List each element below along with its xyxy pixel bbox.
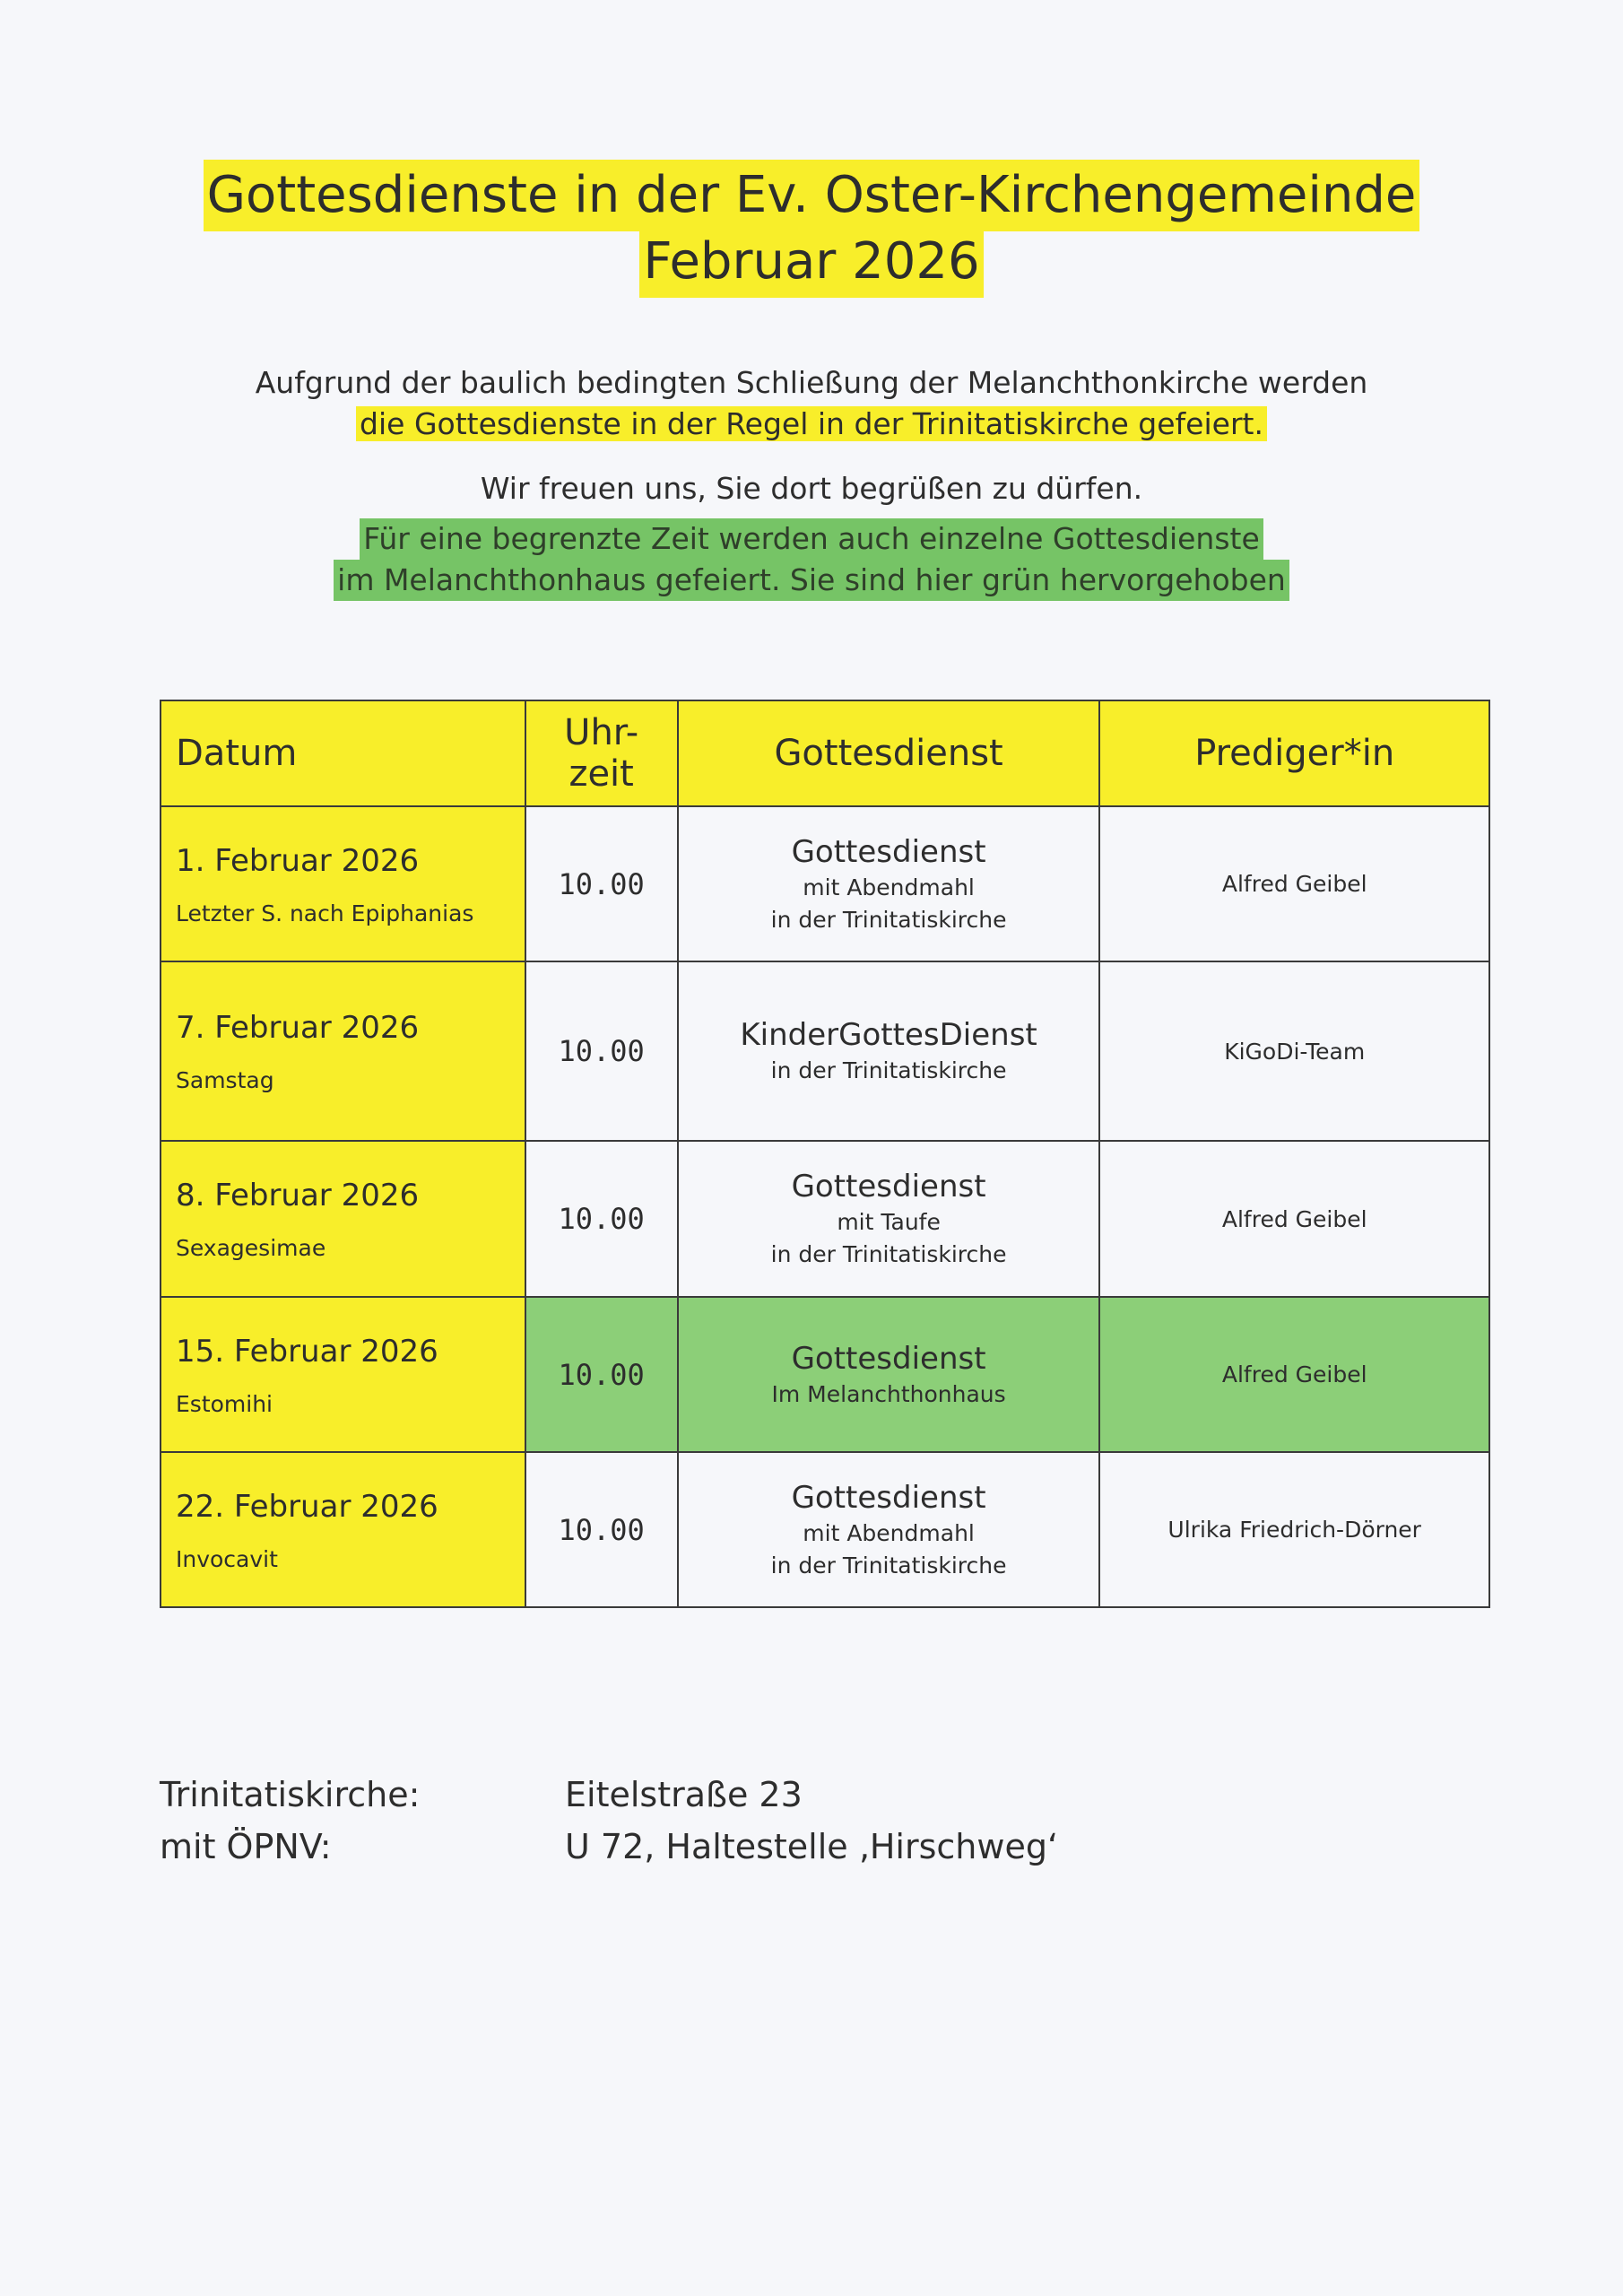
header-time-line1: Uhr- [564,712,639,753]
service-title: Gottesdienst [791,1340,986,1377]
table-row [161,1452,1489,1607]
intro-line3: Wir freuen uns, Sie dort begrüßen zu dürfen. [480,471,1143,506]
time: 10.00 [525,1452,678,1607]
date: 7. Februar 2026 [176,1010,420,1046]
church-label: Trinitatiskirche: [160,1775,421,1814]
date: 15. Februar 2026 [176,1333,438,1370]
date-cell [161,806,525,961]
date-cell [161,1297,525,1452]
table-header-row [161,700,1489,806]
page-title-line1: Gottesdienste in der Ev. Oster-Kirchengemeinde [204,160,1420,231]
date: 8. Februar 2026 [176,1178,420,1213]
time: 10.00 [525,961,678,1141]
church-address: Eitelstraße 23 [565,1775,803,1814]
service-detail: mit Abendmahl [803,874,975,900]
header-date [161,700,525,806]
liturgical-day: Estomihi [176,1390,273,1417]
intro-line1: Aufgrund der baulich bedingten Schließung der Melanchthonkirche werden [255,365,1368,400]
intro-block [0,362,1623,601]
service-detail: mit Abendmahl [803,1519,975,1546]
service-detail: mit Taufe [837,1209,941,1235]
date-cell [161,1141,525,1297]
time: 10.00 [525,1141,678,1297]
header-time [525,700,678,806]
table-row [161,1141,1489,1297]
service-cell [678,1452,1100,1607]
footer-info [160,1769,1325,1873]
preacher: KiGoDi-Team [1099,961,1489,1141]
service-cell [678,1141,1100,1297]
preacher: Alfred Geibel [1099,1297,1489,1452]
liturgical-day: Letzter S. nach Epiphanias [176,900,474,926]
title-block [0,160,1623,298]
transit-directions: U 72, Haltestelle ‚Hirschweg‘ [565,1827,1059,1866]
page-title-line2: Februar 2026 [639,226,983,298]
header-service [678,700,1100,806]
header-preacher [1099,700,1489,806]
liturgical-day: Samstag [176,1067,274,1093]
service-cell [678,1297,1100,1452]
liturgical-day: Invocavit [176,1545,278,1572]
service-cell [678,961,1100,1141]
header-time-line2: zeit [568,753,634,795]
preacher: Ulrika Friedrich-Dörner [1099,1452,1489,1607]
time: 10.00 [525,1297,678,1452]
service-schedule-table [160,700,1490,1608]
service-location: in der Trinitatiskirche [770,1057,1007,1083]
table-row-melanchthonhaus [161,1297,1489,1452]
preacher: Alfred Geibel [1099,806,1489,961]
date-cell [161,961,525,1141]
service-title: Gottesdienst [791,1479,986,1516]
liturgical-day: Sexagesimae [176,1235,326,1261]
service-location: in der Trinitatiskirche [770,906,1007,933]
service-title: KinderGottesDienst [740,1017,1037,1053]
date: 22. Februar 2026 [176,1488,438,1525]
time: 10.00 [525,806,678,961]
intro-line2-highlighted: die Gottesdienste in der Regel in der Trinitatiskirche gefeiert. [356,406,1267,441]
header-preacher-label: Prediger*in [1194,733,1395,774]
header-service-label: Gottesdienst [774,733,1003,774]
table-row [161,806,1489,961]
service-location: Im Melanchthonhaus [771,1380,1006,1407]
table-row [161,961,1489,1141]
preacher: Alfred Geibel [1099,1141,1489,1297]
transit-label: mit ÖPNV: [160,1827,332,1866]
date-cell [161,1452,525,1607]
header-date-label: Datum [176,733,298,774]
service-title: Gottesdienst [791,833,986,870]
service-location: in der Trinitatiskirche [770,1552,1007,1578]
service-location: in der Trinitatiskirche [770,1241,1007,1267]
intro-green-line2: im Melanchthonhaus gefeiert. Sie sind hier grün hervorgehoben [334,560,1289,601]
date: 1. Februar 2026 [176,842,420,879]
service-title: Gottesdienst [791,1169,986,1205]
intro-green-line1: Für eine begrenzte Zeit werden auch einzelne Gottesdienste [360,518,1263,560]
service-cell [678,806,1100,961]
